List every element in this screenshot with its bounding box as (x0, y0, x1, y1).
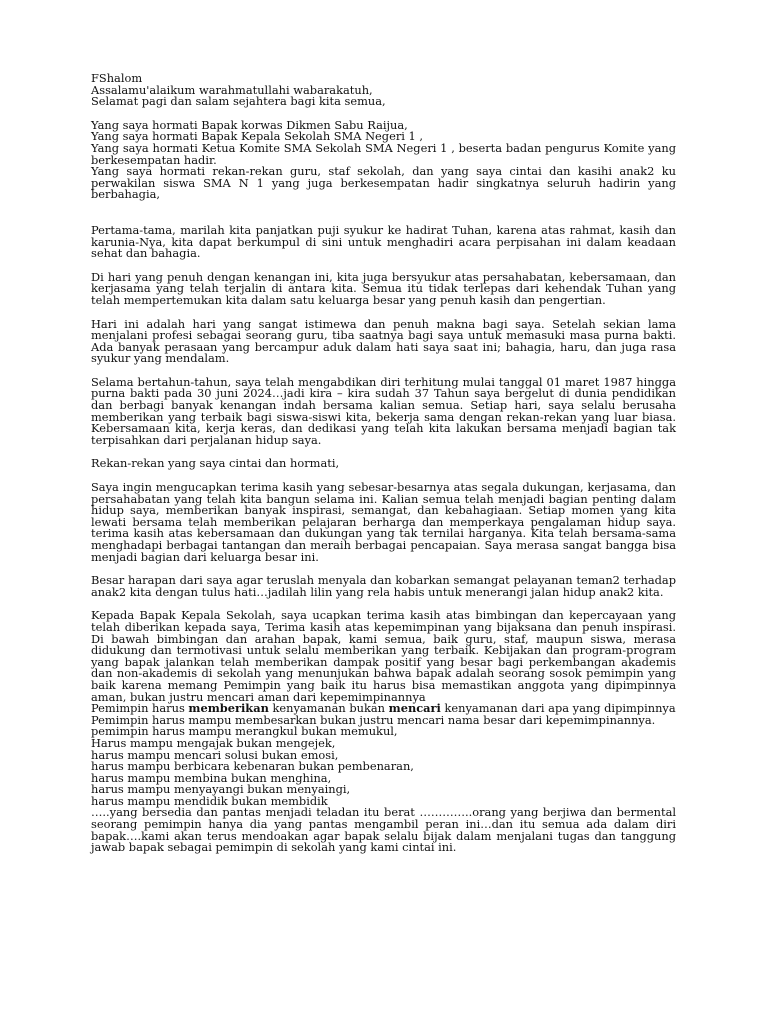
leader-line-a: Pemimpin harus (91, 701, 189, 716)
paragraph-pengabdian: Selama bertahun-tahun, saya telah mengabdikan diri terhitung mulai tanggal 01 maret 1987 hingga purna bakti pada 30 juni 2024…jadi kira – kira sudah 37 Tahun saya bergelut di dunia pendidikan dan berbagi banyak kenangan indah bersama kalian semua. Setiap hari, saya selalu berusaha memberikan yang terbaik bagi siswa-siswi kita, bekerja sama dengan rekan-rekan yang luar biasa. Kebersamaan kita, kerja keras, dan dedikasi yang telah kita lakukan bersama menjadi bagian tak terpisahkan dari perjalanan hidup saya. (91, 374, 676, 447)
salutation-korwas: Yang saya hormati Bapak korwas Dikmen Sabu Raijua, (91, 117, 408, 132)
leader-list-item: harus mampu membina bukan menghina, (91, 770, 332, 785)
paragraph-puji-syukur: Pertama-tama, marilah kita panjatkan puji syukur ke hadirat Tuhan, karena atas rahmat, kasih dan karunia-Nya, kita dapat berkumpul di sini untuk menghadiri acara perpisahan ini dalam keadaan sehat dan bahagia. (91, 222, 676, 261)
paragraph-closing: …..yang bersedia dan pantas menjadi teladan itu berat …………..orang yang berjiwa dan bermental seorang pemimpin hanya dia yang pantas mengambil peran ini…dan itu semua ada dalam diri bapak….kami akan terus mendoakan agar bapak selalu bijak dalam menjalani tugas dan tanggung jawab bapak sebagai pemimpin di sekolah yang kami cintai ini. (91, 805, 676, 855)
leader-line-e: kenyamanan dari apa yang dipimpinnya (440, 701, 676, 716)
salutation-ketua-komite: Yang saya hormati Ketua Komite SMA Sekolah SMA Negeri 1 , beserta badan pengurus Komite yang berkesempatan hadir. (91, 140, 676, 167)
paragraph-kenangan: Di hari yang penuh dengan kenangan ini, kita juga bersyukur atas persahabatan, kebersamaan, dan kerjasama yang telah terjalin di antara kita. Semua itu tidak terlepas dari kehendak Tuhan yang telah mempertemukan kita dalam satu keluarga besar yang penuh kasih dan pengertian. (91, 269, 676, 307)
leader-list-item: harus mampu mencari solusi bukan emosi, (91, 747, 339, 762)
paragraph-harapan: Besar harapan dari saya agar teruslah menyala dan kobarkan semangat pelayanan teman2 terhadap anak2 kita dengan tulus hati…jadilah lilin yang rela habis untuk menerangi jalan hidup anak2 kita. (91, 573, 676, 599)
leader-line-c: kenyamanan bukan (268, 701, 389, 716)
leader-list-item: pemimpin harus mampu merangkul bukan memukul, (91, 724, 398, 739)
paragraph-kepala-sekolah: Kepada Bapak Kepala Sekolah, saya ucapkan terima kasih atas bimbingan dan kepercayaan yang telah diberikan kepada saya, Terima kasih atas kepemimpinan yang bijaksana dan penuh inspirasi. Di bawah bimbingan dan arahan bapak, kami semua, baik guru, staf, maupun siswa, merasa didukung dan termotivasi untuk selalu memberikan yang terbaik. Kebijakan dan program-program yang bapak jalankan telah memberikan dampak positif yang besar bagi perkembangan akademis dan non-akademis di sekolah yang menunjukan bahwa bapak adalah seorang sosok pemimpin yang baik karena memang Pemimpin yang baik itu harus bisa memastikan anggota yang dipimpinnya aman, bukan justru mencari aman dari kepemimpinannya (91, 608, 676, 704)
leader-line-mencari: mencari (388, 701, 441, 716)
greeting-shalom: FShalom (91, 71, 143, 85)
leader-list-item: harus mampu mendidik bukan membidik (91, 793, 328, 808)
leader-line-memberikan: memberikan (188, 701, 269, 716)
greeting-assalamualaikum: Assalamu'alaikum warahmatullahi wabarakatuh, (91, 82, 373, 97)
leader-list-item: harus mampu menyayangi bukan menyaingi, (91, 782, 351, 797)
greeting-selamat-pagi: Selamat pagi dan salam sejahtera bagi kita semua, (91, 94, 386, 109)
paragraph-purna-bakti: Hari ini adalah hari yang sangat istimewa dan penuh makna bagi saya. Setelah sekian lama menjalani profesi sebagai seorang guru, tiba saatnya bagi saya untuk memasuki masa purna bakti. Ada banyak perasaan yang bercampur aduk dalam hati saya saat ini; bahagia, haru, dan juga rasa syukur yang mendalam. (91, 316, 676, 366)
paragraph-terima-kasih: Saya ingin mengucapkan terima kasih yang sebesar-besarnya atas segala dukungan, kerjasama, dan persahabatan yang telah kita bangun selama ini. Kalian semua telah menjadi bagian penting dalam hidup saya, memberikan banyak inspirasi, semangat, dan kebahagiaan. Setiap momen yang kita lewati bersama telah memberikan pelajaran berharga dan memperkaya pengalaman hidup saya. terima kasih atas kebersamaan dan dukungan yang tak ternilai harganya. Kita telah bersama-sama menghadapi berbagai tantangan dan meraih berbagai pencapaian. Saya merasa sangat bangga bisa menjadi bagian dari keluarga besar ini. (91, 480, 676, 564)
salutation-kepala-sekolah: Yang saya hormati Bapak Kepala Sekolah SMA Negeri 1 , (91, 129, 424, 144)
leader-list-item: Pemimpin harus mampu membesarkan bukan justru mencari nama besar dari kepemimpinannya. (91, 712, 656, 727)
speech-text (91, 73, 676, 854)
leader-list-item: Harus mampu mengajak bukan mengejek, (91, 735, 336, 750)
leader-list-item: harus mampu berbicara kebenaran bukan pembenaran, (91, 759, 414, 774)
salutation-guru-siswa: Yang saya hormati rekan-rekan guru, staf sekolah, dan yang saya cintai dan kasihi anak2 ku perwakilan siswa SMA N 1 yang juga berkesempatan hadir singkatnya seluruh hadirin yang berbahagia, (91, 164, 676, 202)
paragraph-rekan-rekan: Rekan-rekan yang saya cintai dan hormati, (91, 456, 340, 471)
